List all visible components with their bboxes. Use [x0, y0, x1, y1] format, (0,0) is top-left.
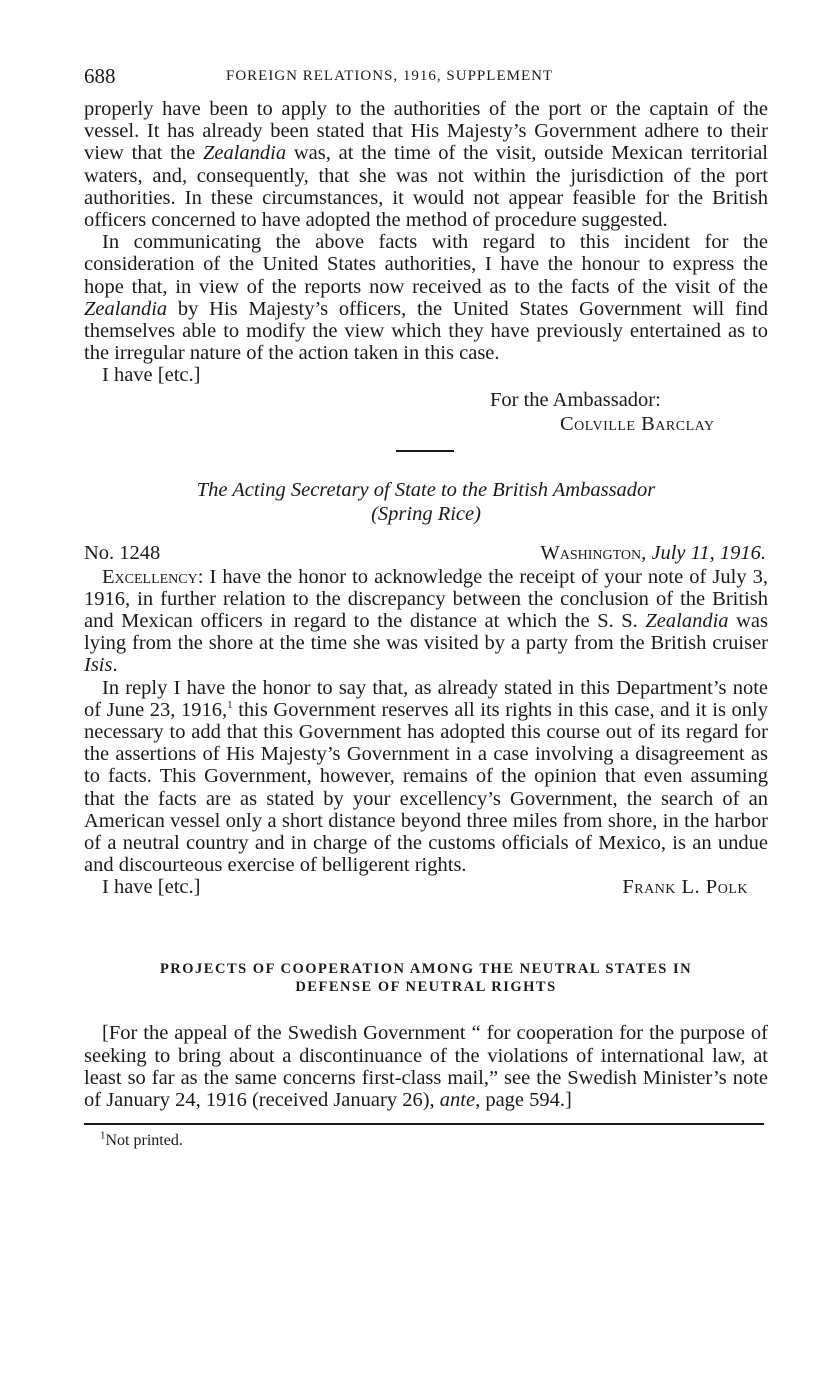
- letter2-signature: Frank L. Polk: [622, 876, 748, 899]
- document-page: [84, 58, 768, 1150]
- heading-line-2: (Spring Rice): [371, 502, 481, 525]
- letter1-closing: I have [etc.]: [102, 364, 201, 387]
- footnote-marker: 1: [100, 1129, 106, 1142]
- footnote-rule: [84, 1123, 764, 1125]
- signature-for: For the Ambassador:: [490, 388, 661, 411]
- letter2-dateline: [84, 538, 768, 566]
- footnote-reference: 1: [227, 699, 233, 712]
- running-head: FOREIGN RELATIONS, 1916, SUPPLEMENT: [226, 68, 554, 84]
- document-number: No. 1248: [84, 541, 161, 564]
- page-header: [84, 58, 768, 98]
- letter2-paragraph-2: In reply I have the honor to say that, as already stated in this Department’s note of June 23, 1916,$^1$ this Government reserves all its rights in this case, and it is only necessary to add that this Government has adopted this course out of its regard for the assertions of His Majesty’s Government in a case involving a disagreement as to facts. This Government, however, remains of the opinion that even assuming that the facts are as stated by your excellency’s Government, the search of an American vessel only a short distance beyond three miles from shore, in the harbor of a neutral country and in charge of the customs officials of Mexico, is an undue and discourteous exercise of belligerent rights.: [84, 676, 769, 877]
- place-and-date: Washington, July 11, 1916.: [540, 541, 766, 564]
- section-divider: [396, 450, 454, 452]
- place: Washington: [540, 541, 642, 564]
- heading-line-1: The Acting Secretary of State to the British Ambassador: [196, 478, 656, 501]
- page-number: 688: [84, 64, 116, 88]
- ship-name: Zealandia: [645, 610, 729, 633]
- letter2-closing-line: [84, 876, 768, 900]
- ship-name: Zealandia: [202, 142, 287, 165]
- salutation: Excellency: [102, 565, 198, 588]
- section-title-line-2: DEFENSE OF NEUTRAL RIGHTS: [295, 979, 557, 996]
- cruiser-name: Isis: [84, 654, 113, 677]
- section-title-line-1: PROJECTS OF COOPERATION AMONG THE NEUTRAL STATES IN: [159, 961, 693, 978]
- ante-reference: ante: [439, 1089, 476, 1112]
- ship-name: Zealandia: [84, 297, 168, 320]
- date: July 11, 1916.: [651, 541, 766, 564]
- letter2-heading: [84, 478, 768, 526]
- letter2-paragraph-1: Excellency: I have the honor to acknowledge the receipt of your note of July 3, 1916, in further relation to the discrepancy between the conclusion of the British and Mexican officers in regard to the distance at which the S. S. Zealandia was lying from the shore at the time she was visited by a party from the British cruiser Isis.: [84, 565, 768, 677]
- letter1-paragraph-2: In communicating the above facts with regard to this incident for the consideration of the United States authorities, I have the honour to express the hope that, in view of the reports now received as to the facts of the visit of the Zealandia by His Majesty’s officers, the United States Government will find themselves able to modify the view which they have previously entertained as to the irregular nature of the action taken in this case.: [84, 231, 768, 365]
- letter1-signature: [84, 387, 768, 435]
- signature-name: Colville Barclay: [560, 412, 715, 435]
- footnote: [100, 1129, 768, 1150]
- section-title: [84, 960, 768, 996]
- letter2-closing: I have [etc.]: [102, 876, 201, 899]
- letter1-paragraph-1: properly have been to apply to the authorities of the port or the captain of the vessel. It has already been stated that His Majesty’s Government adhere to their view that the Zealandia was, at the time of the visit, outside Mexican territorial waters, and, consequently, that she was not within the jurisdiction of the port authorities. In these circumstances, it would not appear feasible for the British officers concerned to have adopted the method of procedure suggested.: [84, 98, 768, 232]
- bracketed-note: [For the appeal of the Swedish Government “ for cooperation for the purpose of seeking to bring about a discontinuance of the violations of international law, at least so far as the same concerns first-class mail,” see the Swedish Minister’s note of January 24, 1916 (received January 26), ante, page 594.]: [84, 1022, 768, 1112]
- footnote-text: Not printed.: [105, 1132, 183, 1150]
